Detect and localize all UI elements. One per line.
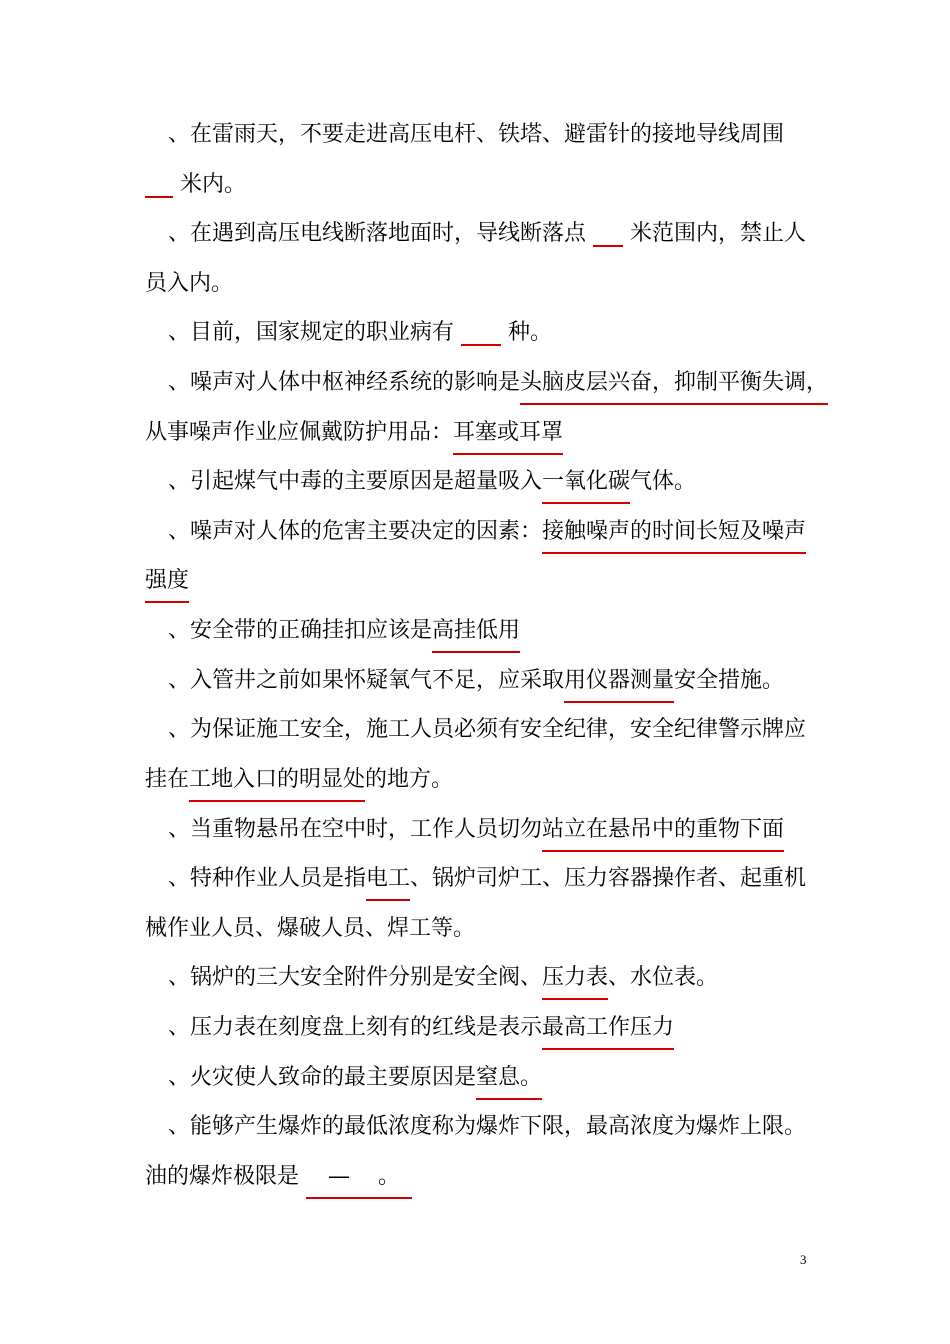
answer-text: 窒息。 <box>476 1063 542 1093</box>
question-line <box>168 120 784 150</box>
question-text: 、入管井之前如果怀疑氧气不足，应采取 <box>168 668 565 693</box>
question-line <box>168 815 784 845</box>
answer-text: — 。 <box>306 1162 412 1192</box>
answer-text: 压力表 <box>542 963 608 993</box>
question-text: 、引起煤气中毒的主要原因是超量吸入 <box>168 469 543 494</box>
question-line <box>168 368 828 398</box>
question-line <box>145 269 233 299</box>
question-text: 、水位表。 <box>608 965 719 990</box>
answer-text: 工地入口的明显处 <box>189 765 365 795</box>
answer-text: 接触噪声的时间长短及噪声 <box>542 517 806 547</box>
question-line <box>168 219 806 249</box>
question-line <box>168 1063 542 1093</box>
answer-text: 头脑皮层兴奋，抑制平衡失调， <box>520 368 828 398</box>
question-line <box>168 666 784 696</box>
question-text: 安全措施。 <box>674 668 785 693</box>
question-text: 米范围内，禁止人 <box>630 221 807 246</box>
question-text: 气体。 <box>630 469 697 494</box>
answer-text: 一氧化碳 <box>542 467 630 497</box>
question-text: 的地方。 <box>365 767 454 792</box>
question-text: 、能够产生爆炸的最低浓度称为爆炸下限，最高浓度为爆炸上限。 <box>168 1114 807 1139</box>
question-line <box>168 963 718 993</box>
page-number: 3 <box>800 1252 807 1267</box>
question-text: 、压力表在刻度盘上刻有的红线是表示 <box>168 1015 543 1040</box>
question-line <box>168 517 806 547</box>
question-text: 、火灾使人致命的最主要原因是 <box>168 1065 477 1090</box>
question-text: 、锅炉的三大安全附件分别是安全阀、 <box>168 965 543 990</box>
answer-text: 站立在悬吊中的重物下面 <box>542 815 784 845</box>
question-line <box>145 566 189 596</box>
question-line <box>145 765 453 795</box>
question-text: 员入内。 <box>145 271 234 296</box>
question-line <box>145 914 475 944</box>
answer-text: 用仪器测量 <box>564 666 674 696</box>
question-text: 、当重物悬吊在空中时，工作人员切勿 <box>168 817 543 842</box>
answer-text: 耳塞或耳罩 <box>453 418 563 448</box>
question-text: 、噪声对人体的危害主要决定的因素： <box>168 519 543 544</box>
question-text: 、噪声对人体中枢神经系统的影响是 <box>168 370 521 395</box>
question-text: 从事噪声作业应佩戴防护用品： <box>145 420 454 445</box>
question-line <box>145 418 563 448</box>
question-line <box>168 1013 674 1043</box>
question-line <box>168 467 696 497</box>
question-text: 挂在 <box>145 767 190 792</box>
answer-text: 最高工作压力 <box>542 1013 674 1043</box>
question-line <box>168 1112 806 1142</box>
question-line <box>145 170 246 200</box>
question-text: 油的爆炸极限是 <box>145 1164 300 1189</box>
answer-text: 强度 <box>145 566 189 596</box>
question-text: 米内。 <box>180 172 247 197</box>
question-text: 、在遇到高压电线断落地面时，导线断落点 <box>168 221 587 246</box>
question-line <box>168 616 520 646</box>
question-text: 、锅炉司炉工、压力容器操作者、起重机 <box>410 866 807 891</box>
question-text: 械作业人员、爆破人员、焊工等。 <box>145 916 476 941</box>
question-text: 、特种作业人员是指 <box>168 866 367 891</box>
question-line <box>145 1162 412 1192</box>
question-line <box>168 715 806 745</box>
question-text: 、为保证施工安全，施工人员必须有安全纪律，安全纪律警示牌应 <box>168 717 807 742</box>
question-text: 、安全带的正确挂扣应该是 <box>168 618 433 643</box>
question-line <box>168 864 806 894</box>
question-text: 种。 <box>508 320 553 345</box>
answer-text: 高挂低用 <box>432 616 520 646</box>
question-line <box>168 318 552 348</box>
question-text: 、目前，国家规定的职业病有 <box>168 320 455 345</box>
question-text: 、在雷雨天，不要走进高压电杆、铁塔、避雷针的接地导线周围 <box>168 122 785 147</box>
answer-text: 电工 <box>366 864 410 894</box>
